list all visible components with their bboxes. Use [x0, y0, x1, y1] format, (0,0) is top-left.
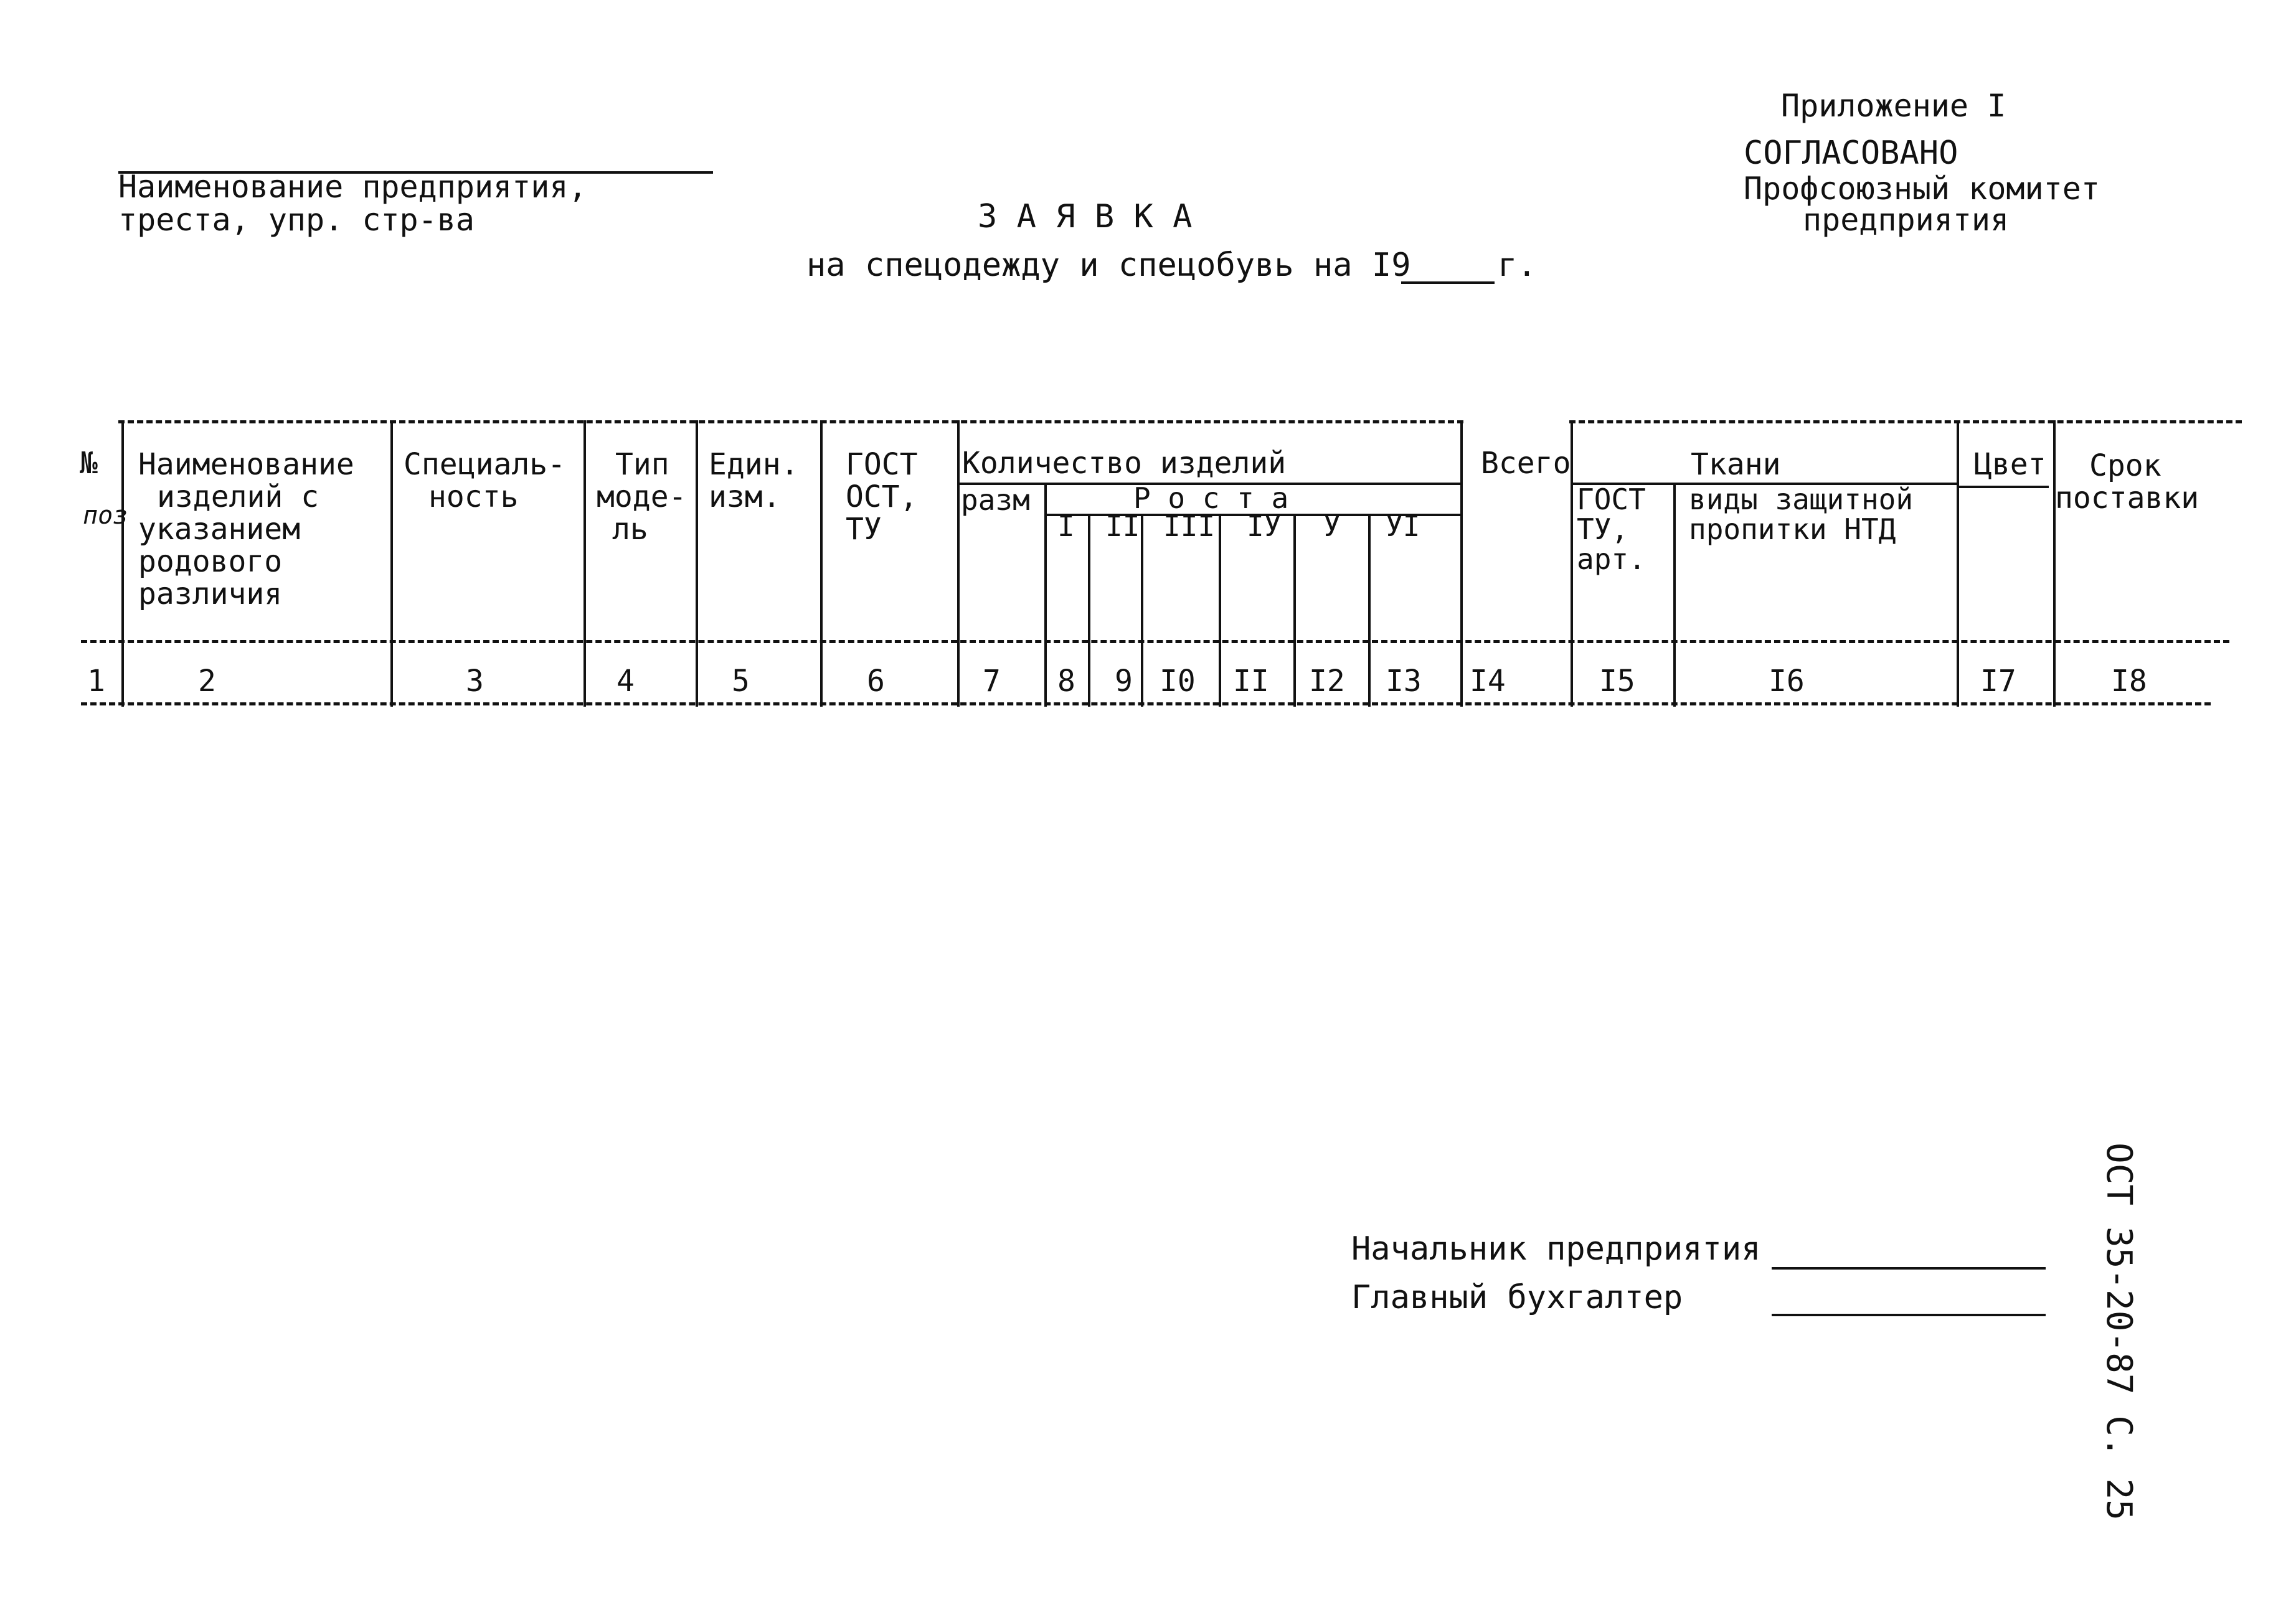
col-divider: [1673, 483, 1676, 707]
header-fabric-gost: ГОСТ ТУ, арт.: [1577, 483, 1646, 576]
col-divider: [390, 420, 393, 707]
table-bottom-border: [81, 702, 2211, 705]
col-number: 7: [983, 664, 1001, 699]
subtitle-prefix: на спецодежду и спецобувь на I9: [806, 247, 1411, 284]
col-number: I8: [2111, 664, 2147, 699]
col-number: I2: [1309, 664, 1345, 699]
col-divider: [696, 420, 698, 707]
header-pos: поз: [83, 501, 128, 530]
col-number: 4: [617, 664, 635, 699]
col-divider: [1460, 420, 1463, 707]
signature-accountant-label: Главный бухгалтер: [1351, 1279, 1683, 1316]
col-number: 9: [1115, 664, 1133, 699]
col-divider: [583, 420, 586, 707]
header-model-type: Тип моде- ль: [597, 447, 687, 547]
header-height-3: III: [1163, 509, 1216, 543]
table-top-border-right: [1569, 420, 2242, 423]
header-height-6: УI: [1386, 509, 1420, 543]
header-unit: Един. изм.: [709, 447, 799, 514]
col-divider: [1957, 420, 1959, 707]
signature-head-label: Начальник предприятия: [1351, 1230, 1761, 1268]
fabric-underline-2: [1958, 486, 2049, 488]
org-line1: Наименование предприятия,: [118, 169, 587, 205]
col-number: 8: [1057, 664, 1075, 699]
header-color: Цвет: [1974, 447, 2046, 482]
col-divider: [121, 420, 124, 707]
col-number: II: [1233, 664, 1269, 699]
signature-accountant-line: [1772, 1314, 2046, 1316]
header-num: №: [80, 446, 98, 481]
col-number: 1: [87, 664, 105, 699]
col-number: I4: [1470, 664, 1506, 699]
col-number: I6: [1769, 664, 1805, 699]
header-gost: ГОСТ ОСТ, ТУ: [846, 447, 918, 547]
col-divider: [957, 420, 960, 707]
header-item-name: Наименование изделий с указанием родового различия: [138, 447, 354, 611]
col-number: I3: [1386, 664, 1422, 699]
col-divider: [1293, 514, 1296, 707]
col-number: 3: [466, 664, 484, 699]
header-specialty: Специаль- ность: [404, 447, 566, 514]
col-number: 2: [198, 664, 216, 699]
appendix-label: Приложение I: [1781, 88, 2006, 124]
col-divider: [1219, 514, 1221, 707]
header-height-1: I: [1057, 509, 1075, 543]
header-heights: Р о с т а: [1133, 481, 1289, 515]
col-number: 6: [867, 664, 885, 699]
header-height-5: У: [1323, 509, 1341, 543]
header-size: разм: [961, 483, 1030, 517]
col-number: I5: [1599, 664, 1635, 699]
committee-line2: предприятия: [1803, 202, 2010, 238]
col-number: I7: [1980, 664, 2016, 699]
col-divider: [1571, 420, 1573, 707]
col-divider: [1368, 514, 1371, 707]
col-number: I0: [1160, 664, 1196, 699]
subtitle-suffix: г.: [1498, 247, 1537, 284]
header-fabric-type: виды защитной пропитки НТД: [1689, 483, 1914, 546]
header-deadline: Срок поставки: [2055, 448, 2199, 516]
header-height-4: IУ: [1247, 509, 1282, 543]
signature-head-line: [1772, 1267, 2046, 1270]
col-number: 5: [732, 664, 750, 699]
table-top-border: [118, 420, 1463, 423]
col-divider: [1088, 514, 1090, 707]
header-bottom-border: [81, 640, 2229, 643]
committee-line1: Профсоюзный комитет: [1744, 171, 2100, 207]
header-quantity: Количество изделий: [962, 446, 1287, 481]
col-divider: [1044, 483, 1047, 707]
org-line2: треста, упр. стр-ва: [118, 202, 475, 238]
header-total: Всего: [1481, 446, 1571, 481]
page-title: З А Я В К А: [978, 198, 1193, 235]
col-divider: [1141, 514, 1143, 707]
header-height-2: II: [1105, 509, 1140, 543]
document-code: ОСТ 35-20-87 С. 25: [2099, 1143, 2139, 1520]
approved-stamp: СОГЛАСОВАНО: [1744, 134, 1958, 172]
year-blank-line: [1401, 281, 1495, 284]
header-fabric: Ткани: [1691, 447, 1781, 482]
col-divider: [820, 420, 823, 707]
